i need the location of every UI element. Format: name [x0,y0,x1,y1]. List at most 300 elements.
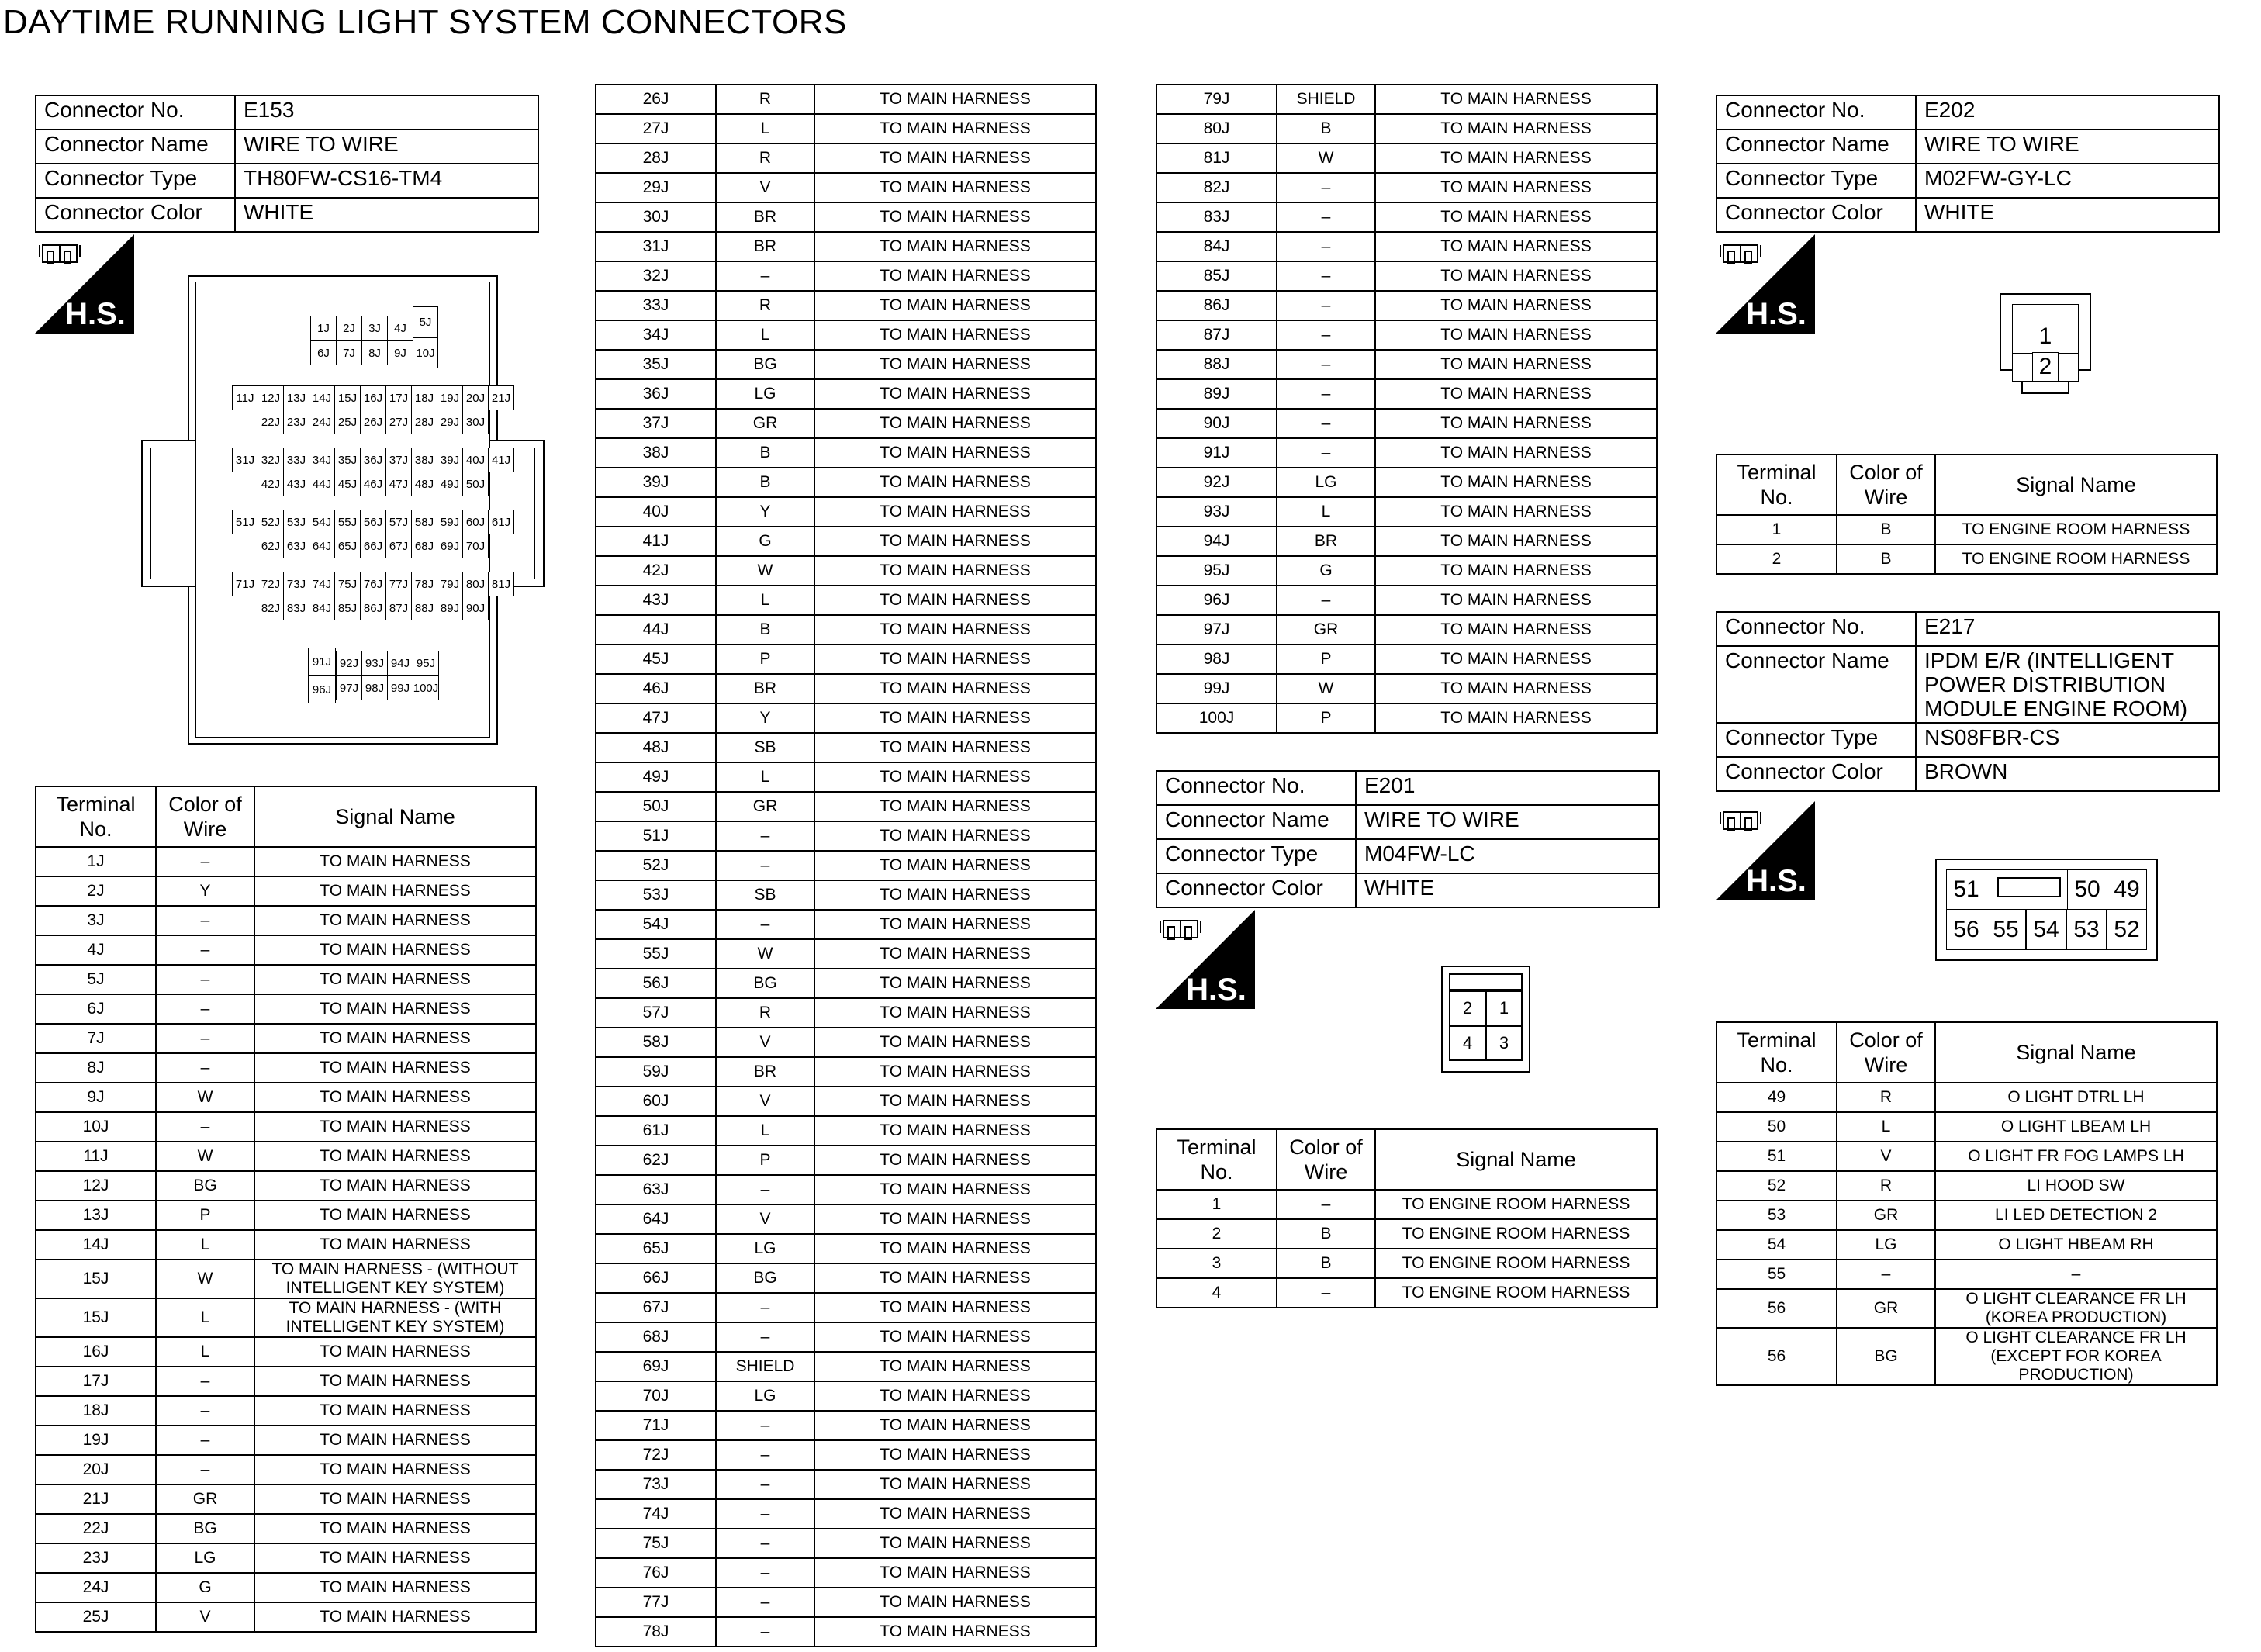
wire-color: L [156,1337,254,1367]
wire-color: L [156,1230,254,1260]
wire-color: – [716,821,814,851]
info-label: Connector Name [36,130,235,164]
e153-pin: 80J [462,572,489,596]
e153-pin: 42J [258,472,284,496]
e153-pin: 47J [385,472,412,496]
wire-color: – [156,1426,254,1455]
table-row [1156,586,1657,615]
signal-name: TO MAIN HARNESS [814,261,1096,291]
info-label: Connector No. [36,95,235,130]
terminal-no: 80J [1156,114,1277,143]
table-row [596,1234,1096,1263]
e153-pin: 55J [334,510,361,534]
table-row [1716,1289,2217,1328]
table-row [36,1142,536,1171]
e153-terminal-table-2 [595,84,1097,1647]
info-label: Connector No. [1156,771,1356,805]
signal-name: TO MAIN HARNESS [814,173,1096,202]
signal-name: TO MAIN HARNESS [814,939,1096,969]
table-row [596,998,1096,1028]
signal-name: TO MAIN HARNESS [814,703,1096,733]
wire-color: – [1277,350,1375,379]
table-row [1156,261,1657,291]
connector-name: IPDM E/R (INTELLIGENT POWER DISTRIBUTION MODULE ENGINE ROOM) [1916,646,2219,723]
signal-name: TO MAIN HARNESS [1375,143,1657,173]
signal-name: TO MAIN HARNESS [814,674,1096,703]
terminal-no: 25J [36,1602,156,1632]
table-row [596,1204,1096,1234]
signal-name: TO MAIN HARNESS [814,851,1096,880]
signal-name: TO MAIN HARNESS [1375,232,1657,261]
terminal-no: 11J [36,1142,156,1171]
e153-pin: 30J [462,410,489,434]
wire-color: – [156,1367,254,1396]
table-row [36,1426,536,1455]
wire-color: – [156,1053,254,1083]
table-row [1716,1201,2217,1230]
wire-color: – [1277,291,1375,320]
signal-name: TO MAIN HARNESS [1375,645,1657,674]
terminal-no: 31J [596,232,716,261]
e217-pin: 50 [2067,869,2107,910]
table-row [596,497,1096,527]
wire-color: GR [1837,1289,1935,1328]
table-row [1156,556,1657,586]
wire-color: BR [716,202,814,232]
signal-name: TO MAIN HARNESS [814,1617,1096,1647]
signal-name: TO MAIN HARNESS [254,1201,536,1230]
wire-color: B [1277,1219,1375,1249]
signal-name: TO MAIN HARNESS [814,114,1096,143]
info-label: Connector No. [1716,612,1916,646]
e153-pin: 82J [258,596,284,620]
wire-color: BR [716,1057,814,1087]
connector-color: BROWN [1916,757,2219,791]
signal-name: TO MAIN HARNESS [814,1116,1096,1146]
terminal-no: 57J [596,998,716,1028]
e153-pin: 53J [283,510,309,534]
info-label: Connector Name [1716,646,1916,723]
e217-pin: 52 [2107,909,2147,950]
wire-color: R [716,291,814,320]
terminal-no: 1 [1156,1190,1277,1219]
wire-color: Y [716,703,814,733]
e153-pin: 19J [437,385,463,410]
wire-color: W [156,1142,254,1171]
signal-name: TO MAIN HARNESS [814,998,1096,1028]
signal-name: TO MAIN HARNESS [814,1499,1096,1529]
table-row [596,1352,1096,1381]
table-row [596,1617,1096,1647]
table-row [36,1201,536,1230]
e153-pin: 40J [462,448,489,472]
table-row [596,969,1096,998]
e153-pin: 91J [308,648,336,676]
table-row [1156,202,1657,232]
table-row [596,173,1096,202]
e201-connector-face [1441,966,1530,1073]
wire-color: V [716,1087,814,1116]
wire-color: P [156,1201,254,1230]
signal-name: TO MAIN HARNESS [254,876,536,906]
e153-pin: 78J [411,572,437,596]
e153-pin: 95J [413,651,439,676]
signal-name: TO MAIN HARNESS [1375,409,1657,438]
wire-color: – [716,1558,814,1588]
e153-pin: 98J [361,676,388,700]
table-row [596,792,1096,821]
signal-name: – [1935,1260,2217,1289]
signal-name: TO MAIN HARNESS [814,910,1096,939]
e153-pin: 34J [309,448,335,472]
wire-color: SHIELD [716,1352,814,1381]
e153-pin: 24J [309,410,335,434]
wire-color: – [716,1322,814,1352]
wire-color: W [716,939,814,969]
wire-color: B [1277,1249,1375,1278]
e153-pin: 15J [334,385,361,410]
wire-color: B [1837,515,1935,544]
e153-pin: 86J [360,596,386,620]
terminal-no: 95J [1156,556,1277,586]
signal-name: TO MAIN HARNESS [1375,527,1657,556]
terminal-no: 84J [1156,232,1277,261]
terminal-no: 54J [596,910,716,939]
connector-type: TH80FW-CS16-TM4 [235,164,538,198]
table-row [596,910,1096,939]
table-row [596,703,1096,733]
table-row [596,438,1096,468]
signal-name: TO MAIN HARNESS [1375,320,1657,350]
signal-name: O LIGHT HBEAM RH [1935,1230,2217,1260]
table-row [1156,1219,1657,1249]
wire-color: – [1277,379,1375,409]
terminal-no: 66J [596,1263,716,1293]
terminal-no: 52 [1716,1171,1837,1201]
terminal-no: 10J [36,1112,156,1142]
wire-color: LG [716,1381,814,1411]
terminal-no: 53J [596,880,716,910]
signal-name: TO MAIN HARNESS [814,645,1096,674]
signal-name: TO MAIN HARNESS [254,1112,536,1142]
table-row [596,468,1096,497]
wire-color: GR [716,409,814,438]
table-row [36,1171,536,1201]
info-label: Connector Color [1716,198,1916,232]
terminal-no: 39J [596,468,716,497]
wire-color: GR [156,1484,254,1514]
wire-color: – [716,1175,814,1204]
terminal-no: 71J [596,1411,716,1440]
signal-name: TO MAIN HARNESS [1375,497,1657,527]
e153-pin: 18J [411,385,437,410]
hs-icon [1716,801,1815,900]
e217-info-table [1716,611,2220,792]
e153-pin: 88J [411,596,437,620]
e153-pin: 75J [334,572,361,596]
terminal-no: 7J [36,1024,156,1053]
signal-name: TO MAIN HARNESS [814,1322,1096,1352]
terminal-no: 33J [596,291,716,320]
wire-color: R [716,998,814,1028]
e153-pin: 58J [411,510,437,534]
wire-color: L [716,586,814,615]
terminal-no: 13J [36,1201,156,1230]
wire-color: LG [1837,1230,1935,1260]
e153-pin: 11J [232,385,258,410]
terminal-no: 91J [1156,438,1277,468]
signal-name: TO MAIN HARNESS [1375,468,1657,497]
terminal-no: 34J [596,320,716,350]
signal-name: TO MAIN HARNESS [814,497,1096,527]
terminal-no: 45J [596,645,716,674]
terminal-no: 94J [1156,527,1277,556]
signal-name: TO MAIN HARNESS [1375,586,1657,615]
wire-color: BG [156,1514,254,1543]
table-row [36,1367,536,1396]
info-label: Connector Color [1156,873,1356,907]
wire-color: Y [156,876,254,906]
e153-pin: 92J [336,651,362,676]
wire-color: W [156,1083,254,1112]
terminal-no: 52J [596,851,716,880]
connector-color: WHITE [235,198,538,232]
signal-name: LI HOOD SW [1935,1171,2217,1201]
table-row [596,85,1096,114]
signal-name: TO MAIN HARNESS - (WITH INTELLIGENT KEY SYSTEM) [254,1298,536,1337]
signal-name: TO MAIN HARNESS [254,1455,536,1484]
signal-name: TO MAIN HARNESS [254,1602,536,1632]
hs-badge-graphic [1716,234,1815,334]
terminal-no: 2 [1156,1219,1277,1249]
terminal-no: 99J [1156,674,1277,703]
wire-color: BG [716,969,814,998]
signal-name: TO MAIN HARNESS [254,1484,536,1514]
table-row [36,1053,536,1083]
wire-color: – [1277,320,1375,350]
e153-pin: 76J [360,572,386,596]
hs-badge-graphic [1156,910,1255,1009]
e153-pin: 100J [413,676,439,700]
e153-pin: 25J [334,410,361,434]
wire-color: P [1277,703,1375,733]
hs-badge-graphic [1716,801,1815,900]
e153-pin: 31J [232,448,258,472]
table-row [596,202,1096,232]
terminal-no: 56 [1716,1328,1837,1385]
terminal-no: 67J [596,1293,716,1322]
signal-name: TO MAIN HARNESS [814,232,1096,261]
terminal-no: 38J [596,438,716,468]
terminal-no: 37J [596,409,716,438]
terminal-no: 15J [36,1260,156,1298]
wire-color: GR [1837,1201,1935,1230]
signal-name: TO MAIN HARNESS [814,291,1096,320]
signal-name: TO MAIN HARNESS [254,1337,536,1367]
header-terminal-no: Terminal No. [36,786,156,847]
terminal-no: 42J [596,556,716,586]
table-row [36,1543,536,1573]
table-row [1156,379,1657,409]
signal-name: TO ENGINE ROOM HARNESS [1935,544,2217,574]
table-row [1716,1112,2217,1142]
terminal-no: 83J [1156,202,1277,232]
e153-info-table [35,95,539,233]
info-label: Connector Name [1156,805,1356,839]
table-row [596,1087,1096,1116]
signal-name: TO MAIN HARNESS [1375,438,1657,468]
table-row [596,1263,1096,1293]
wire-color: – [716,1411,814,1440]
terminal-no: 3J [36,906,156,935]
terminal-no: 2J [36,876,156,906]
table-row [1716,544,2217,574]
e153-pin: 38J [411,448,437,472]
e153-pin: 43J [283,472,309,496]
terminal-no: 72J [596,1440,716,1470]
e153-pin: 69J [437,534,463,558]
signal-name: TO MAIN HARNESS [814,202,1096,232]
table-row [1156,85,1657,114]
e153-pin: 36J [360,448,386,472]
signal-name: TO MAIN HARNESS [814,615,1096,645]
terminal-no: 63J [596,1175,716,1204]
e202-terminal-table [1716,454,2218,575]
e153-pin: 37J [385,448,412,472]
table-row [1716,515,2217,544]
wire-color: – [716,851,814,880]
terminal-no: 16J [36,1337,156,1367]
terminal-no: 49 [1716,1083,1837,1112]
signal-name: TO MAIN HARNESS [254,847,536,876]
table-row [596,1175,1096,1204]
wire-color: LG [1277,468,1375,497]
signal-name: TO MAIN HARNESS [1375,173,1657,202]
e153-pin: 8J [361,340,388,365]
table-row [596,821,1096,851]
e153-pin: 13J [283,385,309,410]
terminal-no: 5J [36,965,156,994]
e217-terminal-table [1716,1021,2218,1386]
e153-pin: 7J [336,340,362,365]
table-row [36,1484,536,1514]
info-label: Connector Name [1716,130,1916,164]
terminal-no: 69J [596,1352,716,1381]
connector-no: E202 [1916,95,2219,130]
terminal-no: 98J [1156,645,1277,674]
e202-pin: 1 [2012,320,2079,354]
table-row [596,409,1096,438]
signal-name: TO MAIN HARNESS [814,733,1096,762]
table-row [596,851,1096,880]
hs-label: H.S. [1746,864,1806,898]
terminal-no: 58J [596,1028,716,1057]
signal-name: TO MAIN HARNESS [254,1024,536,1053]
table-row [1156,674,1657,703]
signal-name: TO MAIN HARNESS [814,762,1096,792]
info-label: Connector Type [1156,839,1356,873]
header-terminal-no: Terminal No. [1716,454,1837,515]
wire-color: L [716,320,814,350]
terminal-no: 14J [36,1230,156,1260]
wire-color: – [716,1588,814,1617]
wire-color: – [1277,173,1375,202]
wire-color: – [156,1455,254,1484]
terminal-no: 24J [36,1573,156,1602]
terminal-no: 78J [596,1617,716,1647]
terminal-no: 43J [596,586,716,615]
e153-pin: 81J [488,572,514,596]
e153-pin: 56J [360,510,386,534]
table-row [1156,114,1657,143]
wire-color: L [716,762,814,792]
signal-name: TO MAIN HARNESS [254,1514,536,1543]
e153-pin: 83J [283,596,309,620]
table-row [596,143,1096,173]
signal-name: TO ENGINE ROOM HARNESS [1375,1190,1657,1219]
wire-color: BR [716,674,814,703]
e153-pin: 21J [488,385,514,410]
header-terminal-no: Terminal No. [1156,1129,1277,1190]
signal-name: TO MAIN HARNESS [814,1204,1096,1234]
signal-name: TO MAIN HARNESS [254,1230,536,1260]
info-label: Connector Type [1716,723,1916,757]
signal-name: TO MAIN HARNESS [1375,350,1657,379]
table-row [1156,291,1657,320]
signal-name: TO MAIN HARNESS [1375,703,1657,733]
wire-color: V [156,1602,254,1632]
wire-color: L [1837,1112,1935,1142]
signal-name: TO MAIN HARNESS [254,906,536,935]
e153-pin: 6J [310,340,337,365]
wire-color: – [1277,1190,1375,1219]
table-row [1716,1230,2217,1260]
wire-color: – [1277,232,1375,261]
wire-color: – [716,1293,814,1322]
signal-name: TO MAIN HARNESS [814,409,1096,438]
wire-color: – [1277,1278,1375,1308]
terminal-no: 9J [36,1083,156,1112]
terminal-no: 4J [36,935,156,965]
e153-pin: 35J [334,448,361,472]
wire-color: G [156,1573,254,1602]
e201-pin: 3 [1485,1025,1523,1061]
terminal-no: 70J [596,1381,716,1411]
terminal-no: 1 [1716,515,1837,544]
e153-pin: 90J [462,596,489,620]
terminal-no: 97J [1156,615,1277,645]
table-row [36,1024,536,1053]
e153-pin: 32J [258,448,284,472]
info-label: Connector Color [1716,757,1916,791]
e153-pin: 23J [283,410,309,434]
connector-name: WIRE TO WIRE [1916,130,2219,164]
terminal-no: 81J [1156,143,1277,173]
terminal-no: 20J [36,1455,156,1484]
terminal-no: 60J [596,1087,716,1116]
wire-color: SHIELD [1277,85,1375,114]
e153-pin: 10J [413,337,438,368]
e202-connector-face [2000,293,2091,394]
signal-name: TO ENGINE ROOM HARNESS [1375,1219,1657,1249]
e217-pin: 56 [1946,909,1986,950]
signal-name: O LIGHT CLEARANCE FR LH (KOREA PRODUCTION) [1935,1289,2217,1328]
table-row [596,762,1096,792]
signal-name: TO MAIN HARNESS [814,85,1096,114]
wire-color: B [1277,114,1375,143]
signal-name: TO ENGINE ROOM HARNESS [1375,1278,1657,1308]
table-row [596,1293,1096,1322]
